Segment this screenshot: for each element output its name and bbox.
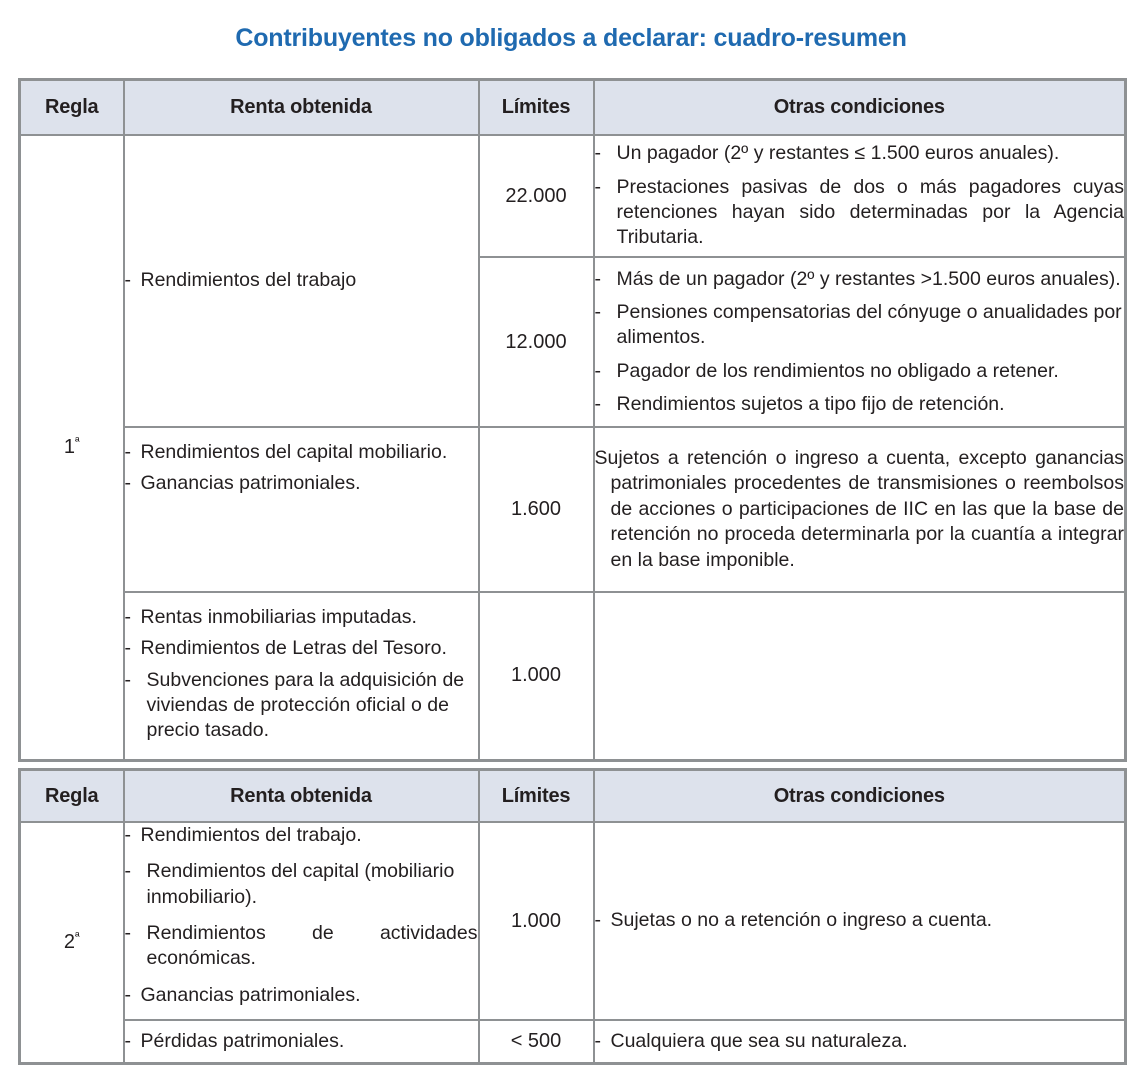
list-item: - Rendimientos del trabajo bbox=[125, 268, 478, 293]
list-item: - Ganancias patrimoniales. bbox=[125, 983, 478, 1008]
list-item: - Subvenciones para la adquisición de viviendas de protección oficial o de precio tasado. bbox=[125, 668, 478, 744]
list-item: - Rendimientos de actividades económicas. bbox=[125, 921, 478, 972]
table-regla-2 bbox=[18, 768, 1127, 1065]
cell-regla bbox=[20, 822, 124, 1063]
cell-otras-condiciones bbox=[594, 592, 1126, 760]
table-regla-1 bbox=[18, 78, 1127, 762]
list-item: - Un pagador (2º y restantes ≤ 1.500 euros anuales). bbox=[595, 141, 1125, 166]
cell-otras-condiciones bbox=[594, 1020, 1126, 1063]
list-item: - Ganancias patrimoniales. bbox=[125, 471, 478, 496]
table-row bbox=[20, 135, 1126, 257]
list-item: - Pensiones compensatorias del cónyuge o anualidades por alimentos. bbox=[595, 300, 1125, 351]
cell-limite: 1.600 bbox=[479, 427, 594, 592]
list-item: - Pagador de los rendimientos no obligado a retener. bbox=[595, 359, 1125, 384]
list-item: - Rendimientos sujetos a tipo fijo de retención. bbox=[595, 392, 1125, 417]
list-item: - Rendimientos del trabajo. bbox=[125, 823, 478, 848]
otras-list bbox=[595, 141, 1125, 250]
cell-regla bbox=[20, 135, 124, 760]
table-row bbox=[20, 1020, 1126, 1063]
otras-list bbox=[595, 1029, 1125, 1054]
renta-list bbox=[125, 823, 478, 1008]
regla-value-2: $2^ª$ bbox=[63, 929, 80, 953]
page-title: Contribuyentes no obligados a declarar: cuadro-resumen bbox=[235, 24, 907, 52]
cell-renta bbox=[124, 427, 479, 592]
table-header-row bbox=[20, 770, 1126, 823]
column-header-otras: Otras condiciones bbox=[594, 770, 1126, 823]
table-header-row bbox=[20, 80, 1126, 136]
cell-renta bbox=[124, 1020, 479, 1063]
otras-list bbox=[595, 267, 1125, 418]
regla-value-1: $1^ª$ bbox=[63, 434, 80, 458]
column-header-otras: Otras condiciones bbox=[594, 80, 1126, 136]
column-header-regla: Regla bbox=[20, 80, 124, 136]
cell-limite: 1.000 bbox=[479, 822, 594, 1020]
list-item: - Pérdidas patrimoniales. bbox=[125, 1029, 478, 1054]
table-row bbox=[20, 427, 1126, 592]
cell-limite: 12.000 bbox=[479, 257, 594, 427]
cell-renta bbox=[124, 592, 479, 760]
cell-limite: < 500 bbox=[479, 1020, 594, 1063]
list-item: - Más de un pagador (2º y restantes >1.500 euros anuales). bbox=[595, 267, 1125, 292]
renta-list bbox=[125, 1029, 478, 1054]
list-item: - Rendimientos del capital (mobiliario inmobiliario). bbox=[125, 859, 478, 910]
cell-otras-condiciones bbox=[594, 822, 1126, 1020]
otras-paragraph: Sujetos a retención o ingreso a cuenta, excepto ganancias patrimoniales procedentes de transmisiones o reembolsos de acciones o participaciones de IIC en las que la base de retención no proceda determinarla por la cuantía a integrar en la base imponible. bbox=[594, 447, 1124, 571]
table-row bbox=[20, 822, 1126, 1020]
list-item: - Sujetas o no a retención o ingreso a cuenta. bbox=[595, 908, 1125, 933]
list-item: - Cualquiera que sea su naturaleza. bbox=[595, 1029, 1125, 1054]
list-item: - Rentas inmobiliarias imputadas. bbox=[125, 605, 478, 630]
cell-otras-condiciones bbox=[594, 135, 1126, 257]
column-header-regla: Regla bbox=[20, 770, 124, 823]
cell-limite: 22.000 bbox=[479, 135, 594, 257]
list-item: - Prestaciones pasivas de dos o más pagadores cuyas retenciones hayan sido determinadas por la Agencia Tributaria. bbox=[595, 175, 1125, 251]
renta-list bbox=[125, 440, 478, 497]
table-row bbox=[20, 592, 1126, 760]
otras-list bbox=[595, 908, 1125, 933]
list-item: - Rendimientos de Letras del Tesoro. bbox=[125, 636, 478, 661]
cell-limite: 1.000 bbox=[479, 592, 594, 760]
cell-renta bbox=[124, 822, 479, 1020]
column-header-limites: Límites bbox=[479, 80, 594, 136]
cell-otras-condiciones bbox=[594, 427, 1126, 592]
column-header-limites: Límites bbox=[479, 770, 594, 823]
list-item: - Rendimientos del capital mobiliario. bbox=[125, 440, 478, 465]
column-header-renta: Renta obtenida bbox=[124, 80, 479, 136]
cell-renta-trabajo bbox=[124, 135, 479, 427]
cell-otras-condiciones bbox=[594, 257, 1126, 427]
column-header-renta: Renta obtenida bbox=[124, 770, 479, 823]
renta-list bbox=[125, 268, 478, 293]
renta-list bbox=[125, 605, 478, 744]
